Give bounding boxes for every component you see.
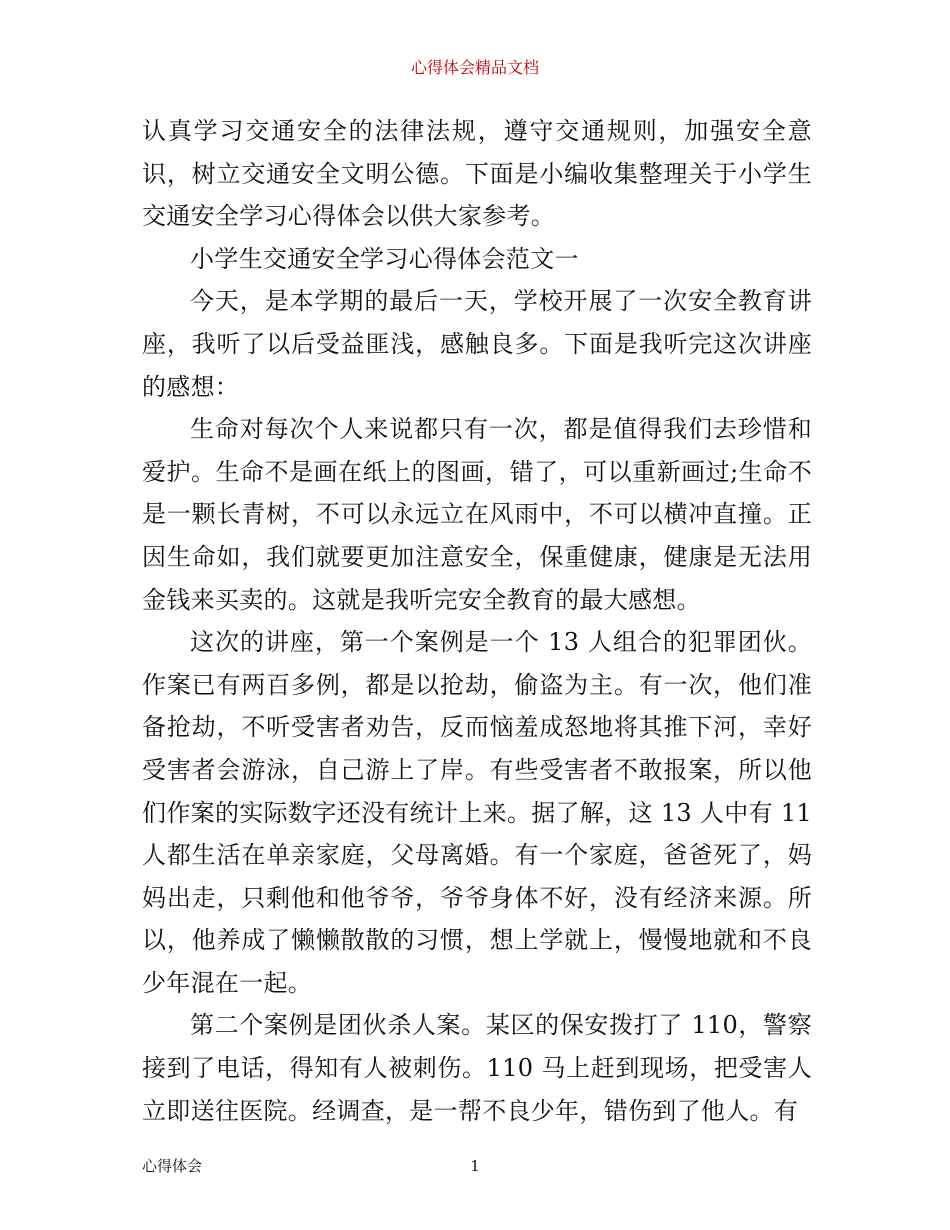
page-number: 1 xyxy=(470,1157,480,1175)
paragraph-case-two: 第二个案例是团伙杀人案。某区的保安拨打了 110，警察接到了电话，得知有人被刺伤。110 马上赶到现场，把受害人立即送往医院。经调查，是一帮不良少年，错伤到了他人。有 xyxy=(142,1011,812,1125)
page-header: 心得体会精品文档 xyxy=(410,58,539,77)
paragraph-subtitle: 小学生交通安全学习心得体会范文一 xyxy=(190,244,579,273)
paragraph-intro: 认真学习交通安全的法律法规，遵守交通规则，加强安全意识，树立交通安全文明公德。下面是小编收集整理关于小学生交通安全学习心得体会以供大家参考。 xyxy=(142,117,812,231)
paragraph-today: 今天，是本学期的最后一天，学校开展了一次安全教育讲座，我听了以后受益匪浅，感触良多。下面是我听完这次讲座的感想： xyxy=(142,287,812,401)
document-body xyxy=(142,110,812,1132)
paragraph-life: 生命对每次个人来说都只有一次，都是值得我们去珍惜和爱护。生命不是画在纸上的图画，错了，可以重新画过;生命不是一颗长青树，不可以永远立在风雨中，不可以横冲直撞。正因生命如，我们就要更加注意安全，保重健康，健康是无法用金钱来买卖的。这就是我听完安全教育的最大感想。 xyxy=(142,415,812,614)
paragraph-case-one: 这次的讲座，第一个案例是一个 13 人组合的犯罪团伙。作案已有两百多例，都是以抢劫，偷盗为主。有一次，他们准备抢劫，不听受害者劝告，反而恼羞成怒地将其推下河，幸好受害者会游泳，自己游上了岸。有些受害者不敢报案，所以他们作案的实际数字还没有统计上来。据了解，这 13 人中有 11 人都生活在单亲家庭，父母离婚。有一个家庭，爸爸死了，妈妈出走，只剩他和他爷爷，爷爷身体不好，没有经济来源。所以，他养成了懒懒散散的习惯，想上学就上，慢慢地就和不良少年混在一起。 xyxy=(142,628,812,997)
footer-label: 心得体会 xyxy=(142,1157,203,1175)
